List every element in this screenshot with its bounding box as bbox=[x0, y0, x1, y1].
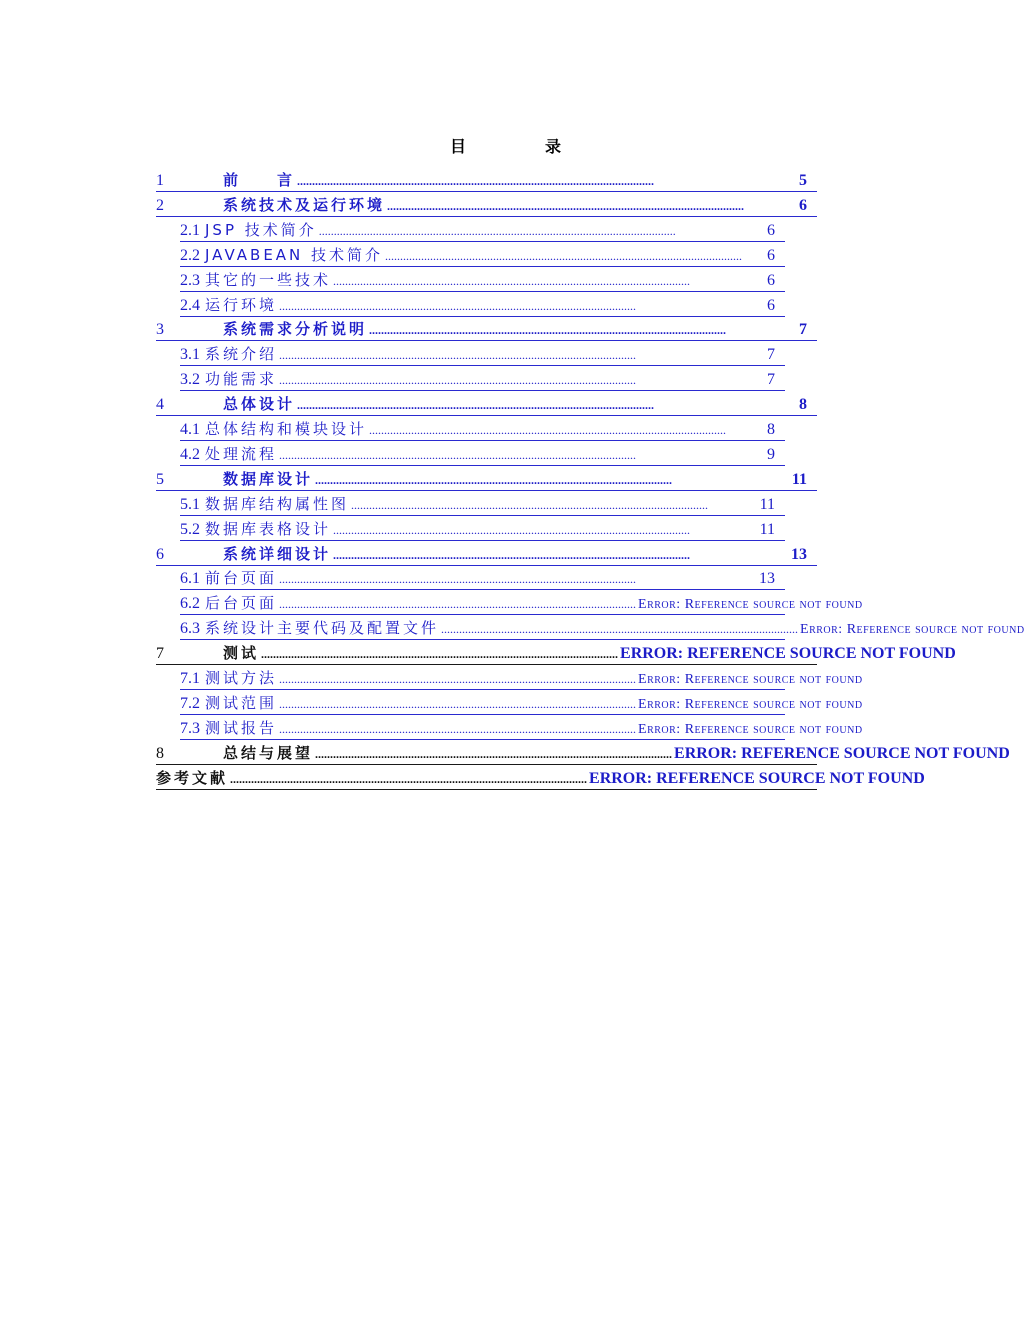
toc-entry-chapter[interactable] bbox=[156, 317, 817, 341]
toc-entry-section[interactable] bbox=[180, 243, 785, 267]
toc-entry-chapter[interactable] bbox=[156, 467, 817, 491]
toc-entry-label: 参考文献 bbox=[156, 768, 229, 787]
toc-entry-section[interactable] bbox=[180, 367, 785, 391]
toc-entry-section[interactable] bbox=[180, 293, 785, 317]
toc-entry-number: 2.1 bbox=[180, 221, 200, 239]
toc-entry-label: JSP 技术简介 bbox=[205, 220, 317, 239]
toc-entry-section[interactable] bbox=[180, 691, 863, 715]
toc-leader-dots: ....................................................................................................................... bbox=[279, 572, 637, 587]
toc-page-number: 6 bbox=[767, 221, 775, 239]
toc-entry-label: 运行环境 bbox=[205, 295, 278, 314]
toc-entry-label: JAVABEAN 技术简介 bbox=[205, 245, 384, 264]
toc-page-number: 11 bbox=[791, 470, 807, 488]
toc-entry-label: 系统介绍 bbox=[205, 345, 278, 364]
toc-entry-label: 数据库表格设计 bbox=[205, 519, 332, 538]
toc-entry-label: 前台页面 bbox=[205, 569, 278, 588]
toc-entry-number: 7.1 bbox=[180, 670, 200, 687]
toc-entry-label: 系统详细设计 bbox=[223, 544, 332, 563]
toc-entry-chapter[interactable] bbox=[156, 542, 817, 566]
toc-leader-dots: ....................................................................................................................... bbox=[279, 298, 637, 313]
toc-entry-label: 总体结构和模块设计 bbox=[205, 420, 368, 438]
toc-page-number: 13 bbox=[791, 545, 807, 563]
toc-page-number: 6 bbox=[767, 296, 775, 314]
toc-page-number: 6 bbox=[767, 271, 775, 289]
toc-leader-dots: ....................................................................................................................... bbox=[318, 223, 676, 238]
toc-leader-dots: ....................................................................................................................... bbox=[315, 746, 673, 761]
toc-entry-label: 数据库设计 bbox=[223, 469, 314, 488]
toc-entry-label: 功能需求 bbox=[205, 370, 278, 389]
toc-page-number: Error: Reference source not found bbox=[638, 597, 863, 613]
toc-leader-dots: ....................................................................................................................... bbox=[315, 472, 673, 487]
toc-leader-dots: ....................................................................................................................... bbox=[279, 721, 637, 736]
toc-leader-dots: ....................................................................................................................... bbox=[230, 771, 588, 786]
toc-entry-number: 6.3 bbox=[180, 620, 200, 638]
toc-title-left: 目 bbox=[450, 137, 467, 156]
toc-entry-section[interactable] bbox=[180, 666, 863, 690]
toc-entry-number: 1 bbox=[156, 172, 164, 189]
toc-leader-dots: ....................................................................................................................... bbox=[333, 273, 691, 288]
toc-page-number: 9 bbox=[767, 445, 775, 463]
toc-title-right: 录 bbox=[545, 137, 562, 156]
toc-page-number: 13 bbox=[759, 570, 775, 588]
toc-entry-chapter[interactable] bbox=[156, 193, 817, 217]
toc-entry-number: 4.2 bbox=[180, 445, 200, 463]
toc-entry-label: 数据库结构属性图 bbox=[205, 494, 350, 513]
toc-leader-dots: ....................................................................................................................... bbox=[385, 248, 743, 263]
toc-page-number: 11 bbox=[759, 495, 775, 513]
toc-entry-label: 系统需求分析说明 bbox=[223, 320, 368, 339]
toc-leader-dots: ....................................................................................................................... bbox=[279, 373, 637, 388]
toc-entry-section[interactable] bbox=[180, 566, 785, 590]
toc-entry-label: 后台页面 bbox=[205, 594, 278, 613]
toc-page-number: 7 bbox=[767, 371, 775, 389]
toc-leader-dots: ....................................................................................................................... bbox=[333, 547, 691, 562]
toc-entry-chapter[interactable] bbox=[156, 766, 925, 790]
toc-entry-section[interactable] bbox=[180, 492, 785, 516]
toc-leader-dots: ....................................................................................................................... bbox=[297, 174, 655, 188]
toc-entry-section[interactable] bbox=[180, 716, 863, 740]
toc-entry-number: 5.2 bbox=[180, 520, 200, 538]
toc-entry-label: 其它的一些技术 bbox=[205, 270, 332, 289]
toc-entry-number: 2.4 bbox=[180, 296, 200, 314]
toc-entry-label: 总体设计 bbox=[223, 395, 296, 414]
toc-entry-chapter[interactable] bbox=[156, 168, 817, 192]
toc-entry-number: 6.2 bbox=[180, 595, 200, 613]
toc-entry-label: 处理流程 bbox=[205, 444, 278, 463]
toc-entry-number: 2 bbox=[156, 196, 164, 214]
toc-entry-number: 3.2 bbox=[180, 371, 200, 389]
toc-entry-number: 5.1 bbox=[180, 495, 200, 513]
toc-leader-dots: ....................................................................................................................... bbox=[279, 597, 637, 612]
toc-page-number: 7 bbox=[767, 346, 775, 364]
toc-entry-label: 前 言 bbox=[223, 171, 296, 189]
toc-entry-number: 4 bbox=[156, 396, 164, 414]
toc-entry-label: 系统设计主要代码及配置文件 bbox=[205, 619, 440, 638]
toc-page-number: ERROR: REFERENCE SOURCE NOT FOUND bbox=[674, 744, 1010, 762]
toc-entry-chapter[interactable] bbox=[156, 392, 817, 416]
toc-leader-dots: ....................................................................................................................... bbox=[279, 447, 637, 462]
toc-entry-number: 4.1 bbox=[180, 421, 200, 438]
toc-page-number: 8 bbox=[799, 396, 807, 414]
toc-page-number: 5 bbox=[799, 172, 807, 189]
toc-leader-dots: ....................................................................................................................... bbox=[261, 647, 619, 662]
toc-page-number: ERROR: REFERENCE SOURCE NOT FOUND bbox=[589, 769, 925, 787]
toc-entry-number: 2.3 bbox=[180, 271, 200, 289]
toc-entry-label: 系统技术及运行环境 bbox=[223, 195, 386, 214]
toc-entry-number: 6.1 bbox=[180, 570, 200, 588]
toc-leader-dots: ....................................................................................................................... bbox=[333, 522, 691, 537]
toc-entry-label: 测试范围 bbox=[205, 693, 278, 712]
toc-page-number: 11 bbox=[759, 520, 775, 538]
toc-leader-dots: ....................................................................................................................... bbox=[369, 423, 727, 437]
toc-leader-dots: ....................................................................................................................... bbox=[279, 696, 637, 711]
toc-entry-label: 测试 bbox=[223, 644, 260, 663]
toc-leader-dots: ....................................................................................................................... bbox=[369, 323, 727, 338]
toc-page-number: Error: Reference source not found bbox=[638, 696, 863, 712]
toc-entry-section[interactable] bbox=[180, 218, 785, 242]
toc-page-number: 6 bbox=[799, 196, 807, 214]
toc-page-number: 6 bbox=[767, 246, 775, 264]
toc-entry-section[interactable] bbox=[180, 616, 1025, 640]
toc-entry-number: 6 bbox=[156, 545, 164, 563]
toc-entry-number: 3 bbox=[156, 321, 164, 339]
toc-entry-section[interactable] bbox=[180, 268, 785, 292]
toc-entry-label: 总结与展望 bbox=[223, 743, 314, 762]
toc-page-number: 7 bbox=[799, 321, 807, 339]
toc-page-number: Error: Reference source not found bbox=[800, 622, 1025, 638]
toc-entry-section[interactable] bbox=[180, 342, 785, 366]
toc-entry-number: 2.2 bbox=[180, 246, 200, 264]
toc-entry-chapter[interactable] bbox=[156, 741, 1010, 765]
toc-entry-label: 测试报告 bbox=[205, 718, 278, 737]
toc-title bbox=[0, 134, 950, 156]
toc-page-number: ERROR: REFERENCE SOURCE NOT FOUND bbox=[620, 645, 956, 663]
toc-leader-dots: ....................................................................................................................... bbox=[279, 672, 637, 686]
toc-page-number: Error: Reference source not found bbox=[638, 672, 863, 687]
toc-entry-label: 测试方法 bbox=[205, 669, 278, 687]
toc-leader-dots: ....................................................................................................................... bbox=[387, 198, 745, 213]
toc-leader-dots: ....................................................................................................................... bbox=[297, 398, 655, 413]
toc-entry-chapter[interactable] bbox=[156, 641, 956, 665]
toc-entry-number: 7.3 bbox=[180, 719, 200, 737]
toc-page-number: 8 bbox=[767, 421, 775, 438]
toc-entry-number: 7 bbox=[156, 645, 164, 663]
toc-entry-number: 7.2 bbox=[180, 694, 200, 712]
toc-entry-section[interactable] bbox=[180, 591, 863, 615]
toc-page-number: Error: Reference source not found bbox=[638, 721, 863, 737]
toc-leader-dots: ....................................................................................................................... bbox=[279, 348, 637, 363]
toc-leader-dots: ....................................................................................................................... bbox=[351, 497, 709, 512]
toc-entry-section[interactable] bbox=[180, 442, 785, 466]
toc-entry-number: 5 bbox=[156, 470, 164, 488]
toc-entry-number: 3.1 bbox=[180, 346, 200, 364]
toc-entry-number: 8 bbox=[156, 744, 164, 762]
toc-entry-section[interactable] bbox=[180, 517, 785, 541]
toc-leader-dots: ....................................................................................................................... bbox=[441, 622, 799, 637]
toc-entry-section[interactable] bbox=[180, 417, 785, 441]
